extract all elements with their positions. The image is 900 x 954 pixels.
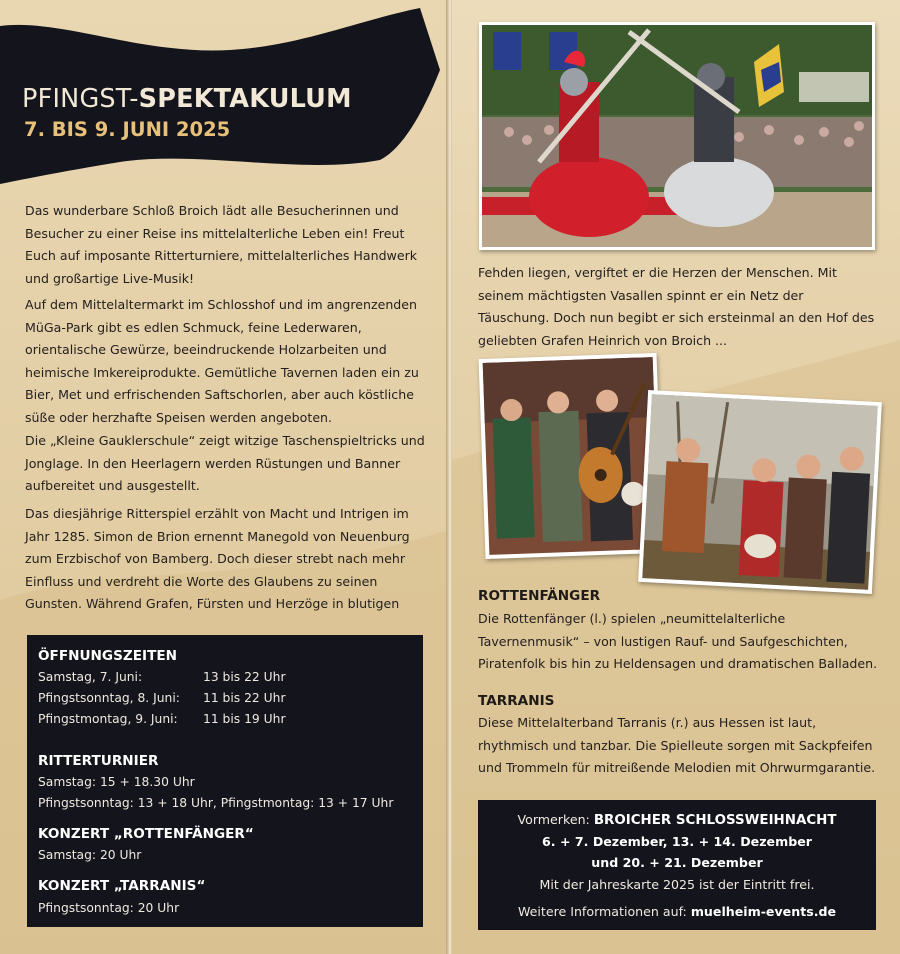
- title-prefix: PFINGST-: [22, 84, 139, 114]
- event-dates-2: und 20. + 21. Dezember: [591, 855, 763, 870]
- story-continuation: Fehden liegen, vergiftet er die Herzen der Menschen. Mit seinem mächtigsten Vasallen spinnt er ein Netz der Täuschung. Doch nun begibt er sich ersteinmal an den Hof des geliebten Grafen Heinrich von Broich ...: [478, 265, 875, 348]
- tournament-times-1: Samstag: 15 + 18.30 Uhr: [38, 775, 195, 789]
- concert-rottenfaenger-time: Samstag: 20 Uhr: [38, 848, 142, 862]
- concert-tarranis-time: Pfingstsonntag: 20 Uhr: [38, 901, 180, 915]
- opening-hours-box: [27, 635, 423, 927]
- intro-paragraph-3: Die „Kleine Gauklerschule“ zeigt witzige Taschenspieltricks und Jonglage. In den Heerlagern werden Rüstungen und Banner aufbereitet und ausgestellt.: [25, 433, 425, 493]
- tournament-times-2: Pfingstsonntag: 13 + 18 Uhr, Pfingstmontag: 13 + 17 Uhr: [38, 796, 394, 810]
- intro-paragraph-2: Auf dem Mittelaltermarkt im Schlosshof und im angrenzenden MüGa-Park gibt es edlen Schmuck, feine Lederwaren, orientalische Gewürze, beeindruckende Holzarbeiten und heimische Imkereiprodukte. Gemütliche Tavernen laden ein zu Bier, Met und erfrischenden Saftschorlen, aber auch köstliche süße oder herzhafte Speisen werden angeboten.: [25, 297, 419, 425]
- tournament-heading: RITTERTURNIER: [38, 753, 159, 769]
- tarranis-photo: [638, 390, 882, 594]
- concert-rottenfaenger-heading: KONZERT „ROTTENFÄNGER“: [38, 826, 254, 842]
- website-link[interactable]: muelheim-events.de: [690, 904, 837, 919]
- opening-hours-heading: ÖFFNUNGSZEITEN: [38, 648, 178, 664]
- hours-day-3: Pfingstmontag, 9. Juni:: [38, 712, 178, 726]
- event-dates-1: 6. + 7. Dezember, 13. + 14. Dezember: [542, 834, 812, 849]
- christmas-event-box: [478, 800, 876, 930]
- rottenfaenger-heading: ROTTENFÄNGER: [478, 588, 601, 604]
- hours-time-3: 11 bis 19 Uhr: [203, 712, 286, 726]
- hours-day-1: Samstag, 7. Juni:: [38, 670, 143, 684]
- intro-paragraph-4: Das diesjährige Ritterspiel erzählt von Macht und Intrigen im Jahr 1285. Simon de Brion ernennt Manegold von Neuenburg zum Erzbischof von Bamberg. Doch dieser strebt nach mehr Einfluss und verdreht die Worte des Glaubens zu seinen Gunsten. Während Grafen, Fürsten und Herzöge in blutigen: [25, 506, 410, 611]
- hours-time-2: 11 bis 22 Uhr: [203, 691, 286, 705]
- intro-paragraph-1: Das wunderbare Schloß Broich lädt alle Besucherinnen und Besucher zu einer Reise ins mittelalterliche Leben ein! Freut Euch auf imposante Ritterturniere, mittelalterliches Handwerk und großartige Live-Musik!: [25, 203, 418, 286]
- event-title-line: [478, 812, 876, 828]
- left-panel: [0, 0, 448, 954]
- event-name: BROICHER SCHLOSSWEIHNACHT: [593, 813, 837, 828]
- rottenfaenger-text: Die Rottenfänger (l.) spielen „neumittelalterliche Tavernenmusik“ – von lustigen Rauf- und Saufgeschichten, Piratenfolk bis hin zu Heldensagen und dramatischen Balladen.: [478, 611, 878, 671]
- hours-day-2: Pfingstsonntag, 8. Juni:: [38, 691, 180, 705]
- rottenfaenger-photo: [479, 353, 664, 559]
- tarranis-text: Diese Mittelalterband Tarranis (r.) aus Hessen ist laut, rhythmisch und tanzbar. Die Spielleute sorgen mit Sackpfeifen und Trommeln für mitreißende Melodien mit Ohrwurmgarantie.: [478, 715, 876, 775]
- hours-time-1: 13 bis 22 Uhr: [203, 670, 286, 684]
- tarranis-heading: TARRANIS: [478, 693, 555, 709]
- jousting-photo: [479, 22, 875, 250]
- event-note: Mit der Jahreskarte 2025 ist der Eintritt frei.: [539, 877, 815, 892]
- title-main: SPEKTAKULUM: [138, 84, 352, 114]
- page-title: [22, 84, 352, 114]
- event-info-prefix: Weitere Informationen auf:: [517, 904, 687, 919]
- concert-tarranis-heading: KONZERT „TARRANIS“: [38, 878, 206, 894]
- event-info-line: [478, 904, 876, 919]
- event-prefix: Vormerken:: [517, 812, 590, 827]
- event-dates: 7. BIS 9. JUNI 2025: [24, 118, 231, 141]
